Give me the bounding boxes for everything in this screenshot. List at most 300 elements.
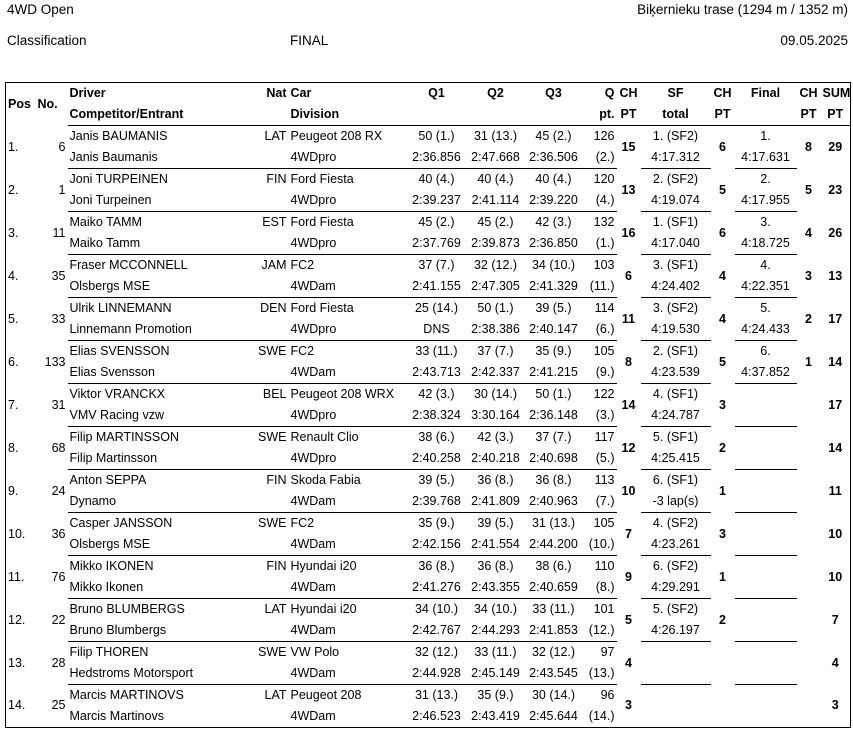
car-number: 24 xyxy=(51,483,66,498)
nationality: FIN xyxy=(266,559,287,573)
q2-time: 2:43.419 xyxy=(467,706,525,728)
final-position xyxy=(735,556,797,578)
q3-time: 2:45.644 xyxy=(525,706,583,728)
nationality: DEN xyxy=(260,301,287,315)
final-ch-points: 3 xyxy=(805,268,812,283)
qualifying-ch-points: 13 xyxy=(621,182,636,197)
final-position: 2. xyxy=(760,172,771,186)
division: 4WDpro xyxy=(289,319,407,341)
semifinal-position: 6. (SF2) xyxy=(652,559,699,573)
q3-points: 35 (9.) xyxy=(535,344,572,358)
position: 8. xyxy=(8,440,19,455)
q-rank: (1.) xyxy=(583,233,617,255)
car-model: Ford Fiesta xyxy=(290,172,354,186)
qualifying-ch-points: 8 xyxy=(625,354,632,369)
q1-time: 2:43.713 xyxy=(407,362,467,384)
final-ch-points: 2 xyxy=(805,311,812,326)
qualifying-ch-points: 14 xyxy=(621,397,636,412)
q2-time: 3:30.164 xyxy=(467,405,525,427)
q-total-points: 114 xyxy=(594,301,615,315)
sum-points: 10 xyxy=(828,526,843,541)
car-number: 31 xyxy=(51,397,66,412)
q2-points: 42 (3.) xyxy=(477,430,514,444)
car-number: 76 xyxy=(51,569,66,584)
position: 13. xyxy=(8,655,26,670)
q-total-points: 105 xyxy=(593,516,615,530)
competitor-name: Hedstroms Motorsport xyxy=(68,663,255,685)
q-total-points: 126 xyxy=(593,129,615,143)
semifinal-position: 6. (SF1) xyxy=(652,473,699,487)
semifinal-position: 2. (SF2) xyxy=(652,172,699,186)
qualifying-ch-points: 6 xyxy=(625,268,632,283)
position: 10. xyxy=(8,526,26,541)
empty-cell xyxy=(255,620,289,642)
final-position xyxy=(735,513,797,535)
sum-points: 23 xyxy=(828,182,843,197)
q3-points: 38 (6.) xyxy=(535,559,572,573)
final-time xyxy=(735,663,797,685)
table-row xyxy=(6,599,851,621)
final-time: 4:37.852 xyxy=(735,362,797,384)
table-header xyxy=(6,83,851,126)
empty-cell xyxy=(255,190,289,212)
q1-time: 2:44.928 xyxy=(407,663,467,685)
q-total-points: 105 xyxy=(593,344,615,358)
sum-points: 7 xyxy=(831,612,839,627)
q1-time: 2:38.324 xyxy=(407,405,467,427)
q-rank: (10.) xyxy=(583,534,617,556)
event-date: 09.05.2025 xyxy=(780,33,848,48)
competitor-name: Linnemann Promotion xyxy=(68,319,255,341)
q1-points: 35 (9.) xyxy=(418,516,455,530)
semifinal-time xyxy=(641,663,711,685)
q3-time: 2:41.853 xyxy=(525,620,583,642)
sum-points: 14 xyxy=(828,354,843,369)
semifinal-time: 4:24.402 xyxy=(641,276,711,298)
car-model: Peugeot 208 RX xyxy=(290,129,383,143)
driver-name: Filip THOREN xyxy=(69,645,149,659)
empty-cell xyxy=(255,491,289,513)
col-pt3: PT xyxy=(797,104,821,126)
driver-name: Viktor VRANCKX xyxy=(69,387,166,401)
semifinal-time: 4:19.530 xyxy=(641,319,711,341)
q-rank: (7.) xyxy=(583,491,617,513)
car-model: FC2 xyxy=(290,258,315,272)
q3-time: 2:41.329 xyxy=(525,276,583,298)
q3-time: 2:41.215 xyxy=(525,362,583,384)
position: 9. xyxy=(8,483,19,498)
semifinal-ch-points: 3 xyxy=(719,397,726,412)
q2-points: 37 (7.) xyxy=(477,344,514,358)
q1-time: 2:41.155 xyxy=(407,276,467,298)
car-model: Hyundai i20 xyxy=(290,559,357,573)
final-position xyxy=(735,470,797,492)
col-sumpt: PT xyxy=(821,104,851,126)
q2-time: 2:39.873 xyxy=(467,233,525,255)
q-total-points: 113 xyxy=(594,473,615,487)
semifinal-time xyxy=(641,706,711,728)
q1-points: 39 (5.) xyxy=(418,473,455,487)
competitor-name: Elias Svensson xyxy=(68,362,255,384)
driver-name: Joni TURPEINEN xyxy=(69,172,168,186)
q-rank: (9.) xyxy=(583,362,617,384)
sum-points: 13 xyxy=(828,268,843,283)
final-position: 4. xyxy=(760,258,771,272)
semifinal-time: 4:29.291 xyxy=(641,577,711,599)
semifinal-time: 4:26.197 xyxy=(641,620,711,642)
competitor-name: Olsbergs MSE xyxy=(68,276,255,298)
q1-points: 50 (1.) xyxy=(418,129,455,143)
driver-name: Ulrik LINNEMANN xyxy=(69,301,172,315)
q1-points: 34 (10.) xyxy=(414,602,459,616)
position: 1. xyxy=(8,139,19,154)
position: 11. xyxy=(8,569,25,584)
position: 12. xyxy=(8,612,26,627)
final-ch-points xyxy=(797,427,821,470)
q2-time: 2:41.114 xyxy=(467,190,525,212)
table-row xyxy=(6,685,851,707)
competitor-name: Filip Martinsson xyxy=(68,448,255,470)
q3-points: 36 (8.) xyxy=(535,473,572,487)
q-total-points: 96 xyxy=(600,688,615,702)
competitor-name: Dynamo xyxy=(68,491,255,513)
competitor-name: Olsbergs MSE xyxy=(68,534,255,556)
semifinal-ch-points: 1 xyxy=(719,483,726,498)
q-total-points: 117 xyxy=(594,430,615,444)
q1-points: 38 (6.) xyxy=(418,430,455,444)
q3-points: 31 (13.) xyxy=(531,516,576,530)
q2-points: 36 (8.) xyxy=(477,559,514,573)
competitor-name: Joni Turpeinen xyxy=(68,190,255,212)
table-row xyxy=(6,384,851,406)
col-pt1: PT xyxy=(617,104,641,126)
car-number: 35 xyxy=(51,268,66,283)
q1-time: 2:39.237 xyxy=(407,190,467,212)
q2-points: 50 (1.) xyxy=(477,301,514,315)
final-position xyxy=(735,685,797,707)
empty-cell xyxy=(255,319,289,341)
division: 4WDpro xyxy=(289,233,407,255)
sum-points: 17 xyxy=(828,397,843,412)
q2-time: 2:43.355 xyxy=(467,577,525,599)
semifinal-time: 4:25.415 xyxy=(641,448,711,470)
table-row xyxy=(6,642,851,664)
semifinal-time: 4:23.261 xyxy=(641,534,711,556)
q-rank: (13.) xyxy=(583,663,617,685)
col-final: Final xyxy=(750,86,781,100)
q2-points: 33 (11.) xyxy=(474,645,517,659)
semifinal-position: 1. (SF1) xyxy=(652,215,699,229)
q1-points: 37 (7.) xyxy=(418,258,455,272)
semifinal-ch-points xyxy=(711,642,735,685)
col-q3: Q3 xyxy=(545,86,562,100)
car-number: 28 xyxy=(51,655,66,670)
q3-time: 2:40.147 xyxy=(525,319,583,341)
q-total-points: 132 xyxy=(593,215,615,229)
col-no: No. xyxy=(37,96,58,111)
final-position: 5. xyxy=(760,301,771,315)
q-total-points: 120 xyxy=(593,172,615,186)
car-model: FC2 xyxy=(290,344,315,358)
final-ch-points xyxy=(797,384,821,427)
empty-cell xyxy=(255,534,289,556)
division: 4WDam xyxy=(289,577,407,599)
q-rank: (3.) xyxy=(583,405,617,427)
q3-points: 50 (1.) xyxy=(535,387,572,401)
division: 4WDam xyxy=(289,620,407,642)
semifinal-ch-points: 4 xyxy=(719,268,726,283)
q3-points: 34 (10.) xyxy=(531,258,576,272)
competitor-name: Marcis Martinovs xyxy=(68,706,255,728)
sum-points: 4 xyxy=(831,655,839,670)
car-model: VW Polo xyxy=(290,645,340,659)
q3-points: 42 (3.) xyxy=(535,215,572,229)
final-time: 4:17.631 xyxy=(735,147,797,169)
empty-cell xyxy=(255,276,289,298)
q3-points: 39 (5.) xyxy=(535,301,572,315)
q3-points: 37 (7.) xyxy=(535,430,572,444)
q3-time: 2:40.963 xyxy=(525,491,583,513)
final-ch-points xyxy=(797,513,821,556)
car-model: Peugeot 208 xyxy=(290,688,362,702)
q-total-points: 110 xyxy=(594,559,615,573)
q1-time: 2:42.767 xyxy=(407,620,467,642)
semifinal-ch-points xyxy=(711,685,735,728)
table-row xyxy=(6,126,851,148)
final-ch-points xyxy=(797,642,821,685)
table-row xyxy=(6,513,851,535)
q1-points: 31 (13.) xyxy=(414,688,459,702)
final-position: 3. xyxy=(760,215,771,229)
final-position xyxy=(735,427,797,449)
driver-name: Elias SVENSSON xyxy=(69,344,170,358)
position: 3. xyxy=(8,225,19,240)
car-model: Peugeot 208 WRX xyxy=(290,387,395,401)
results-table xyxy=(5,82,851,728)
driver-name: Fraser MCCONNELL xyxy=(69,258,188,272)
driver-name: Filip MARTINSSON xyxy=(69,430,180,444)
semifinal-time: 4:24.787 xyxy=(641,405,711,427)
nationality: LAT xyxy=(264,129,287,143)
car-number: 33 xyxy=(51,311,66,326)
driver-name: Mikko IKONEN xyxy=(69,559,154,573)
qualifying-ch-points: 9 xyxy=(625,569,632,584)
driver-name: Janis BAUMANIS xyxy=(69,129,168,143)
division: 4WDpro xyxy=(289,448,407,470)
final-time: 4:18.725 xyxy=(735,233,797,255)
car-model: Hyundai i20 xyxy=(290,602,357,616)
q2-time: 2:44.293 xyxy=(467,620,525,642)
final-time xyxy=(735,706,797,728)
sum-points: 14 xyxy=(828,440,843,455)
empty-cell xyxy=(255,147,289,169)
semifinal-position: 3. (SF1) xyxy=(652,258,699,272)
car-number: 133 xyxy=(44,354,66,369)
table-row xyxy=(6,255,851,277)
q-rank: (11.) xyxy=(583,276,617,298)
q1-time: 2:39.768 xyxy=(407,491,467,513)
position: 2. xyxy=(8,182,19,197)
col-pt2: PT xyxy=(711,104,735,126)
table-row xyxy=(6,470,851,492)
division: 4WDpro xyxy=(289,147,407,169)
final-time: 4:22.351 xyxy=(735,276,797,298)
q3-points: 32 (12.) xyxy=(531,645,576,659)
q2-points: 39 (5.) xyxy=(477,516,514,530)
competitor-name: Janis Baumanis xyxy=(68,147,255,169)
q1-time: 2:46.523 xyxy=(407,706,467,728)
final-time: 4:24.433 xyxy=(735,319,797,341)
semifinal-ch-points: 6 xyxy=(719,139,726,154)
sum-points: 10 xyxy=(828,569,843,584)
col-qpt: pt. xyxy=(583,104,617,126)
q1-time: DNS xyxy=(407,319,467,341)
col-sftotal: total xyxy=(641,104,711,126)
driver-name: Casper JANSSON xyxy=(69,516,173,530)
division: 4WDam xyxy=(289,706,407,728)
nationality: SWE xyxy=(258,645,287,659)
q3-time: 2:40.659 xyxy=(525,577,583,599)
division: 4WDam xyxy=(289,362,407,384)
position: 5. xyxy=(8,311,19,326)
col-driver: Driver xyxy=(69,86,106,100)
empty-cell xyxy=(255,448,289,470)
car-number: 36 xyxy=(51,526,66,541)
q1-time: 2:40.258 xyxy=(407,448,467,470)
col-ch1: CH xyxy=(619,86,638,100)
col-division: Division xyxy=(289,104,407,126)
q2-time: 2:38.386 xyxy=(467,319,525,341)
q-total-points: 101 xyxy=(593,602,615,616)
semifinal-ch-points: 3 xyxy=(719,526,726,541)
q-rank: (12.) xyxy=(583,620,617,642)
q-rank: (2.) xyxy=(583,147,617,169)
col-nat: Nat xyxy=(266,86,287,100)
empty-cell xyxy=(255,405,289,427)
final-position: 6. xyxy=(760,344,771,358)
nationality: SWE xyxy=(258,344,287,358)
q2-time: 2:41.554 xyxy=(467,534,525,556)
final-ch-points xyxy=(797,599,821,642)
competitor-name: VMV Racing vzw xyxy=(68,405,255,427)
q1-points: 45 (2.) xyxy=(418,215,455,229)
semifinal-ch-points: 1 xyxy=(719,569,726,584)
final-position xyxy=(735,642,797,664)
final-ch-points xyxy=(797,556,821,599)
competitor-name: Maiko Tamm xyxy=(68,233,255,255)
col-ch3: CH xyxy=(799,86,818,100)
col-car: Car xyxy=(290,86,312,100)
qualifying-ch-points: 16 xyxy=(621,225,636,240)
final-position: 1. xyxy=(760,129,771,143)
car-number: 68 xyxy=(51,440,66,455)
q2-points: 30 (14.) xyxy=(473,387,518,401)
sum-points: 11 xyxy=(828,483,842,498)
table-row xyxy=(6,298,851,320)
q1-time: 2:42.156 xyxy=(407,534,467,556)
q2-points: 35 (9.) xyxy=(477,688,514,702)
final-time: 4:17.955 xyxy=(735,190,797,212)
q1-time: 2:41.276 xyxy=(407,577,467,599)
position: 14. xyxy=(8,698,26,713)
driver-name: Maiko TAMM xyxy=(69,215,142,229)
q2-time: 2:41.809 xyxy=(467,491,525,513)
empty-cell xyxy=(255,663,289,685)
nationality: EST xyxy=(262,215,287,229)
final-time xyxy=(735,448,797,470)
division: 4WDam xyxy=(289,491,407,513)
competitor-name: Bruno Blumbergs xyxy=(68,620,255,642)
event-title: 4WD Open xyxy=(7,2,74,17)
semifinal-time: 4:17.312 xyxy=(641,147,711,169)
semifinal-position: 5. (SF1) xyxy=(652,430,699,444)
col-q: Q xyxy=(604,86,615,100)
q-rank: (4.) xyxy=(583,190,617,212)
qualifying-ch-points: 5 xyxy=(625,612,632,627)
car-model: Ford Fiesta xyxy=(290,301,354,315)
semifinal-ch-points: 2 xyxy=(719,612,726,627)
col-q1: Q1 xyxy=(428,86,445,100)
driver-name: Bruno BLUMBERGS xyxy=(69,602,185,616)
semifinal-position: 5. (SF2) xyxy=(652,602,699,616)
semifinal-position: 1. (SF2) xyxy=(652,129,699,143)
semifinal-ch-points: 2 xyxy=(719,440,726,455)
q2-points: 32 (12.) xyxy=(473,258,518,272)
q3-points: 45 (2.) xyxy=(535,129,572,143)
final-position xyxy=(735,599,797,621)
q-total-points: 122 xyxy=(593,387,615,401)
empty-cell xyxy=(255,577,289,599)
q1-points: 33 (11.) xyxy=(415,344,458,358)
empty-cell xyxy=(255,362,289,384)
q2-points: 34 (10.) xyxy=(473,602,518,616)
semifinal-time: 4:17.040 xyxy=(641,233,711,255)
final-position xyxy=(735,384,797,406)
q-rank: (5.) xyxy=(583,448,617,470)
final-ch-points xyxy=(797,685,821,728)
q2-time: 2:42.337 xyxy=(467,362,525,384)
q1-points: 40 (4.) xyxy=(418,172,455,186)
q1-time: 2:36.856 xyxy=(407,147,467,169)
empty-cell xyxy=(255,706,289,728)
semifinal-time: -3 lap(s) xyxy=(641,491,711,513)
car-model: Renault Clio xyxy=(290,430,359,444)
q2-points: 36 (8.) xyxy=(477,473,514,487)
table-row xyxy=(6,341,851,363)
nationality: LAT xyxy=(264,688,287,702)
q1-points: 32 (12.) xyxy=(414,645,459,659)
q1-time: 2:37.769 xyxy=(407,233,467,255)
driver-name: Anton SEPPA xyxy=(69,473,147,487)
semifinal-position: 4. (SF1) xyxy=(652,387,699,401)
nationality: SWE xyxy=(258,430,287,444)
qualifying-ch-points: 10 xyxy=(621,483,636,498)
q1-points: 42 (3.) xyxy=(418,387,455,401)
final-time xyxy=(735,491,797,513)
col-sf: SF xyxy=(667,86,684,100)
q2-points: 40 (4.) xyxy=(477,172,514,186)
final-time xyxy=(735,620,797,642)
q1-points: 25 (14.) xyxy=(414,301,459,315)
q2-points: 31 (13.) xyxy=(473,129,518,143)
car-number: 25 xyxy=(51,698,66,713)
q2-time: 2:45.149 xyxy=(467,663,525,685)
car-model: FC2 xyxy=(290,516,315,530)
track-name: Biķernieku trase (1294 m / 1352 m) xyxy=(637,2,848,17)
q2-time: 2:40.218 xyxy=(467,448,525,470)
q-total-points: 103 xyxy=(593,258,615,272)
q3-time: 2:36.148 xyxy=(525,405,583,427)
